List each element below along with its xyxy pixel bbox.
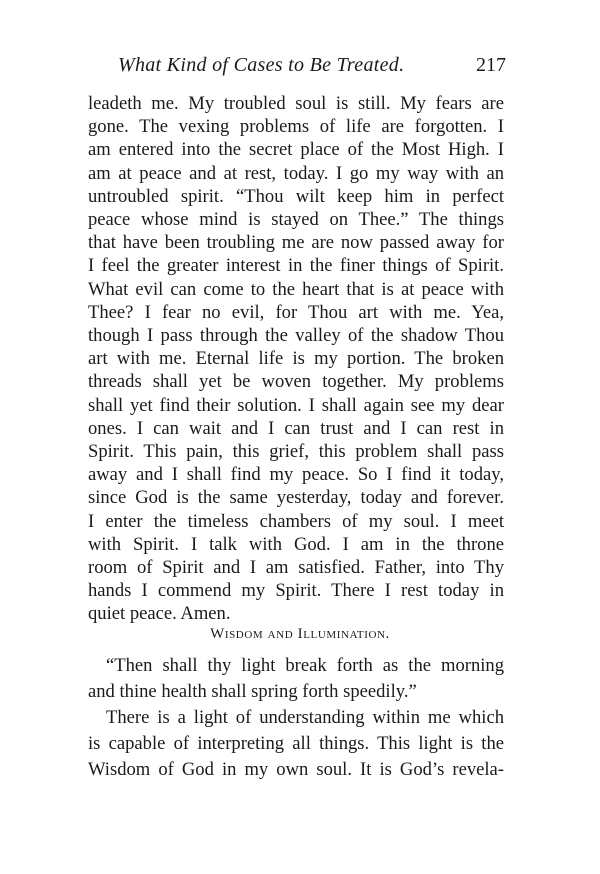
paragraph-line: am entered into the secret place of the Most High. I (88, 139, 504, 161)
paragraph-line: art with me. Eternal life is my portion. The broken (88, 348, 504, 370)
paragraph-line: I feel the greater interest in the finer things of Spirit. (88, 255, 504, 277)
paragraph-line: There is a light of understanding within me which (106, 707, 504, 728)
paragraph-line: quiet peace. Amen. (88, 603, 231, 625)
paragraph-line: peace whose mind is stayed on Thee.” The things (88, 209, 504, 230)
paragraph-line: I enter the timeless chambers of my soul. I meet (88, 510, 504, 532)
paragraph-line: though I pass through the valley of the shadow Thou (88, 325, 504, 346)
paragraph-line: since God is the same yesterday, today and forever. (88, 487, 504, 509)
quote-line: and thine health shall spring forth speedily.” (88, 681, 417, 702)
quote-line: “Then shall thy light break forth as the morning (106, 655, 504, 676)
running-title: What Kind of Cases to Be Treated. (118, 54, 405, 76)
paragraph-line: Thee? I fear no evil, for Thou art with me. Yea, (88, 301, 504, 323)
paragraph-line: threads shall yet be woven together. My problems (88, 371, 504, 393)
paragraph-line: shall yet find their solution. I shall again see my dear (88, 394, 504, 416)
running-head (118, 54, 506, 84)
paragraph-line: Wisdom of God in my own soul. It is God’s revela- (88, 759, 504, 780)
paragraph-line: that have been troubling me are now passed away for (88, 232, 504, 254)
paragraph-line: leadeth me. My troubled soul is still. My fears are (88, 93, 504, 114)
page-number: 217 (476, 54, 506, 76)
paragraph-line: away and I shall find my peace. So I find it today, (88, 464, 504, 486)
paragraph-line: Spirit. This pain, this grief, this problem shall pass (88, 441, 504, 462)
paragraph-line: untroubled spirit. “Thou wilt keep him in perfect (88, 185, 504, 207)
paragraph-line: ones. I can wait and I can trust and I can rest in (88, 417, 504, 439)
paragraph-line: is capable of interpreting all things. This light is the (88, 733, 504, 754)
paragraph-line: What evil can come to the heart that is at peace with (88, 278, 504, 300)
paragraph-line: with Spirit. I talk with God. I am in the throne (88, 533, 504, 555)
paragraph-line: room of Spirit and I am satisfied. Father, into Thy (88, 557, 504, 578)
paragraph-line: hands I commend my Spirit. There I rest today in (88, 580, 504, 602)
paragraph-line: am at peace and at rest, today. I go my way with an (88, 162, 504, 184)
section-heading: Wisdom and Illumination. (210, 626, 390, 642)
paragraph-line: gone. The vexing problems of life are forgotten. I (88, 116, 504, 138)
